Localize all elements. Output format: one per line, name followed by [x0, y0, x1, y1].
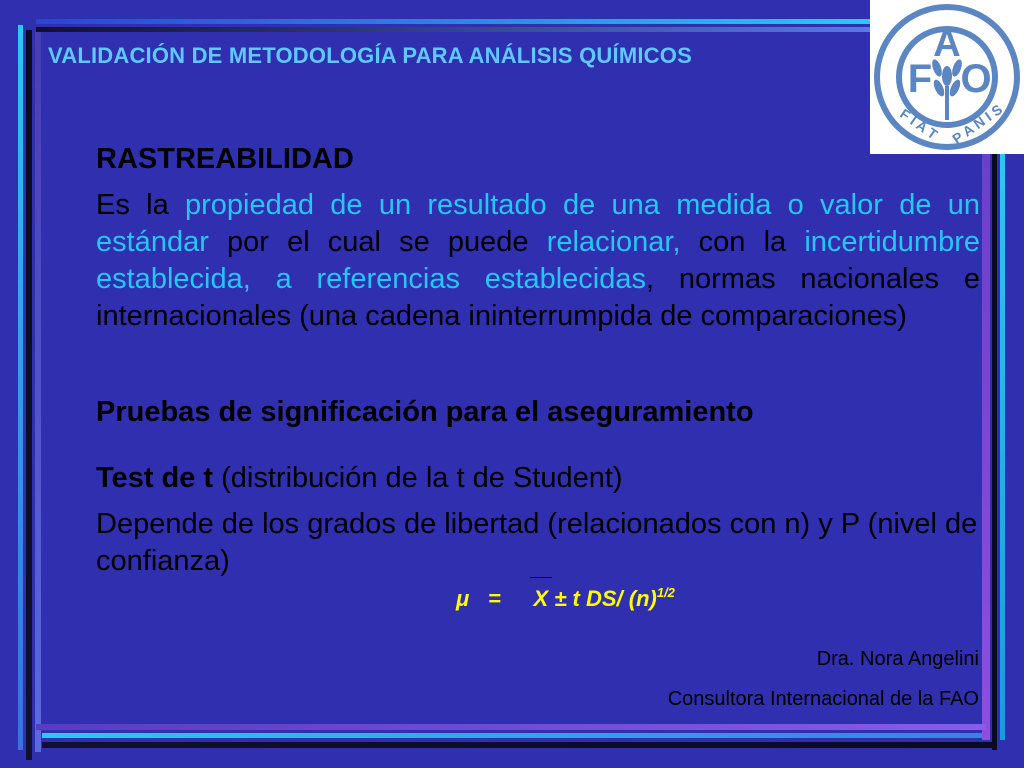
frame-left-bar-dark	[26, 30, 32, 760]
definition-paragraph	[96, 187, 980, 335]
logo-letter-f: F	[907, 57, 933, 101]
frame-bottom-bar-dark	[42, 742, 997, 748]
definition-highlight-1: propiedad de un resultado de una medida o valor de un estándar	[96, 189, 980, 258]
significance-tests-heading: Pruebas de significación para el aseguramiento	[96, 396, 754, 428]
frame-right-bar-purple	[982, 154, 990, 740]
author-affiliation: Consultora Internacional de la FAO	[667, 688, 979, 710]
frame-bottom-bar-purple	[36, 724, 986, 730]
frame-left-bar-cyan	[18, 25, 23, 750]
definition-text-2: por el cual se puede	[208, 226, 547, 258]
logo-motto-right: P A N I S	[949, 100, 1006, 147]
formula-equals: =	[487, 586, 501, 611]
definition-text-3: con la	[680, 226, 805, 258]
definition-text-1: Es la	[96, 189, 185, 221]
t-test-description: (distribución de la t de Student)	[213, 462, 623, 494]
section-heading: RASTREABILIDAD	[96, 143, 354, 175]
frame-right-bar-cyan	[1000, 154, 1005, 740]
author-name: Dra. Nora Angelini	[816, 648, 979, 670]
logo-letter-o: O	[960, 57, 992, 101]
definition-text-4: , normas nacionales e internacionales (una cadena ininterrumpida de comparaciones)	[96, 263, 980, 332]
definition-highlight-2: relacionar,	[546, 226, 681, 258]
frame-bottom-bar-cyan	[42, 733, 982, 738]
t-test-formula	[456, 585, 675, 612]
logo-letter-a: A	[933, 23, 961, 65]
logo-motto-left: F I A T	[897, 105, 941, 143]
formula-exponent: 1/2	[656, 585, 675, 600]
t-test-line	[96, 460, 980, 497]
dependence-text: Depende de los grados de libertad (relacionados con n) y P (nivel de confianza)	[96, 508, 978, 577]
t-test-label: Test de t	[96, 462, 214, 494]
frame-top-bar-dark	[36, 27, 870, 32]
definition-highlight-3: incertidumbre establecida, a referencias establecidas	[96, 226, 980, 295]
formula-mean-x: X	[533, 586, 549, 611]
frame-right-bar-dark	[992, 154, 997, 750]
slide-title: VALIDACIÓN DE METODOLOGÍA PARA ANÁLISIS QUÍMICOS	[48, 43, 692, 68]
frame-left-bar-purple	[35, 32, 41, 752]
formula-mu: μ	[456, 586, 470, 611]
formula-body: ± t DS/ (n)	[548, 586, 657, 611]
fao-logo	[870, 0, 1024, 154]
frame-top-bar-cyan	[36, 19, 870, 24]
